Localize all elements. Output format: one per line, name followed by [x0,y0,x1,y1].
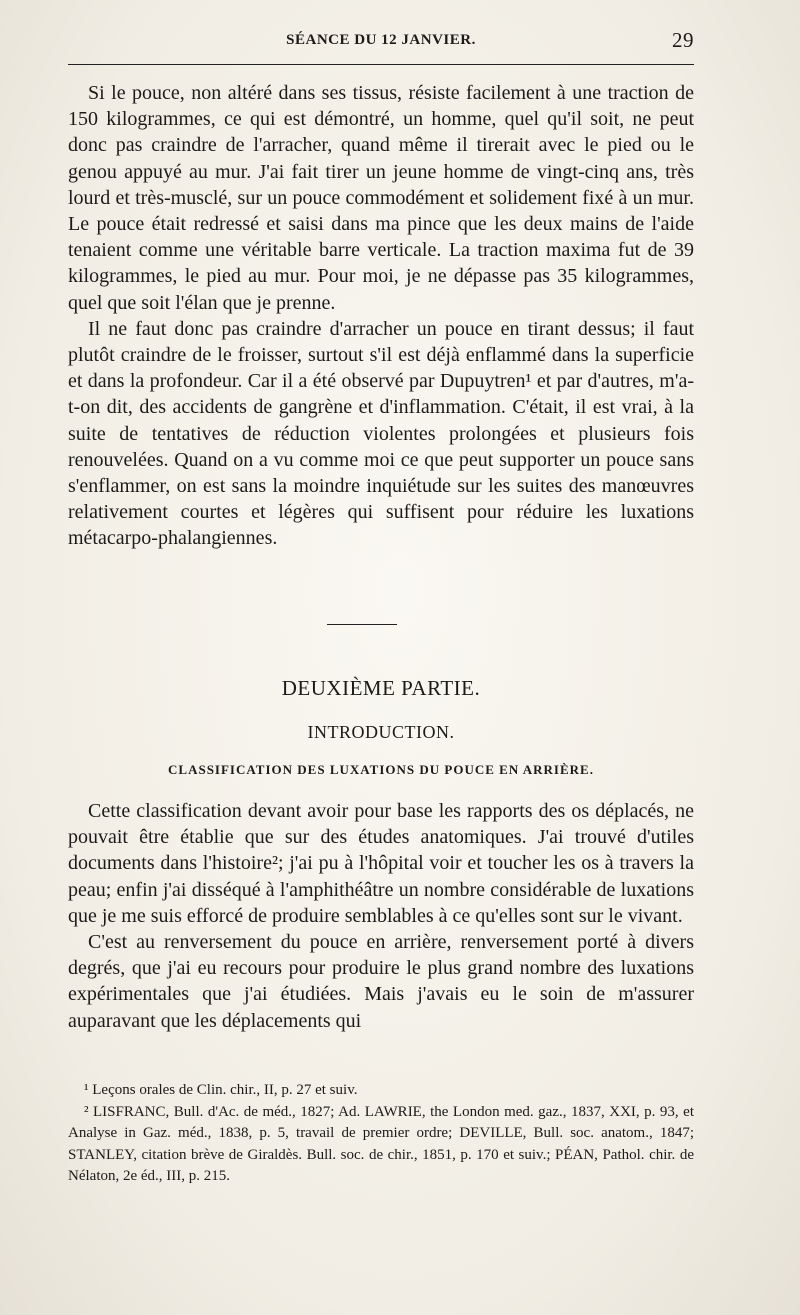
section-separator [327,624,397,625]
page-number: 29 [672,28,694,52]
introduction-title: INTRODUCTION. [307,722,455,742]
body-text-top [68,80,694,552]
running-title: SÉANCE DU 12 JANVIER. [286,32,476,48]
paragraph: Cette classification devant avoir pour base les rapports des os déplacés, ne pouvait être établie que sur des études anatomiques. J'ai trouvé d'utiles documents dans l'histoire²; j'ai pu à l'hôpital voir et toucher les os à travers la peau; enfin j'ai disséqué à l'amphithéâtre un nombre considérable de luxations que je me suis efforcé de produire semblables à ce qu'elles sont sur le vivant. [68,800,694,927]
body-text-bottom [68,798,694,1034]
classification-title: CLASSIFICATION DES LUXATIONS DU POUCE EN ARRIÈRE. [168,762,594,777]
header-rule [68,64,694,65]
page-header [68,28,694,56]
paragraph: C'est au renversement du pouce en arrière, renversement porté à divers degrés, que j'ai eu recours pour produire le plus grand nombre des luxations expérimentales que j'ai étudiées. Mais j'avais eu le soin de m'assurer auparavant que les déplacements qui [68,931,694,1032]
part-title: DEUXIÈME PARTIE. [281,676,481,700]
footnote: ² LISFRANC, Bull. d'Ac. de méd., 1827; Ad. LAWRIE, the London med. gaz., 1837, XXI, p. 93, et Analyse in Gaz. méd., 1838, p. 5, travail de premier ordre; DEVILLE, Bull. soc. anatom., 1847; STANLEY, citation brève de Giraldès. Bull. soc. de chir., 1851, p. 170 et suiv.; PÉAN, Pathol. chir. de Nélaton, 2e éd., III, p. 215. [68,1103,694,1185]
paragraph: Si le pouce, non altéré dans ses tissus, résiste facilement à une traction de 150 kilogrammes, ce qui est démontré, un homme, quel qu'il soit, ne peut donc pas craindre de l'arracher, quand même il tirerait avec le pied ou le genou appuyé au mur. J'ai fait tirer un jeune homme de vingt-cinq ans, très lourd et très-musclé, sur un pouce commodément et solidement fixé à un mur. Le pouce était redressé et saisi dans ma pince que les deux mains de l'aide tenaient comme une véritable barre verticale. La traction maxima fut de 39 kilogrammes, le pied au mur. Pour moi, je ne dépasse pas 35 kilogrammes, quel que soit l'élan que je prenne. [68,82,694,314]
paragraph: Il ne faut donc pas craindre d'arracher un pouce en tirant dessus; il faut plutôt craindre de le froisser, surtout s'il est déjà enflammé dans la superficie et dans la profondeur. Car il a été observé par Dupuytren¹ et par d'autres, m'a-t-on dit, des accidents de gangrène et d'inflammation. C'était, il est vrai, à la suite de tentatives de réduction violentes prolongées et plusieurs fois renouvelées. Quand on a vu comme moi ce que peut supporter un pouce sans s'enflammer, on est sans la moindre inquiétude sur les suites des manœuvres relativement courtes et légères qui suffisent pour réduire les luxations métacarpo-phalangiennes. [68,317,694,550]
footnote: ¹ Leçons orales de Clin. chir., II, p. 27 et suiv. [84,1082,358,1098]
footnotes [68,1080,694,1188]
